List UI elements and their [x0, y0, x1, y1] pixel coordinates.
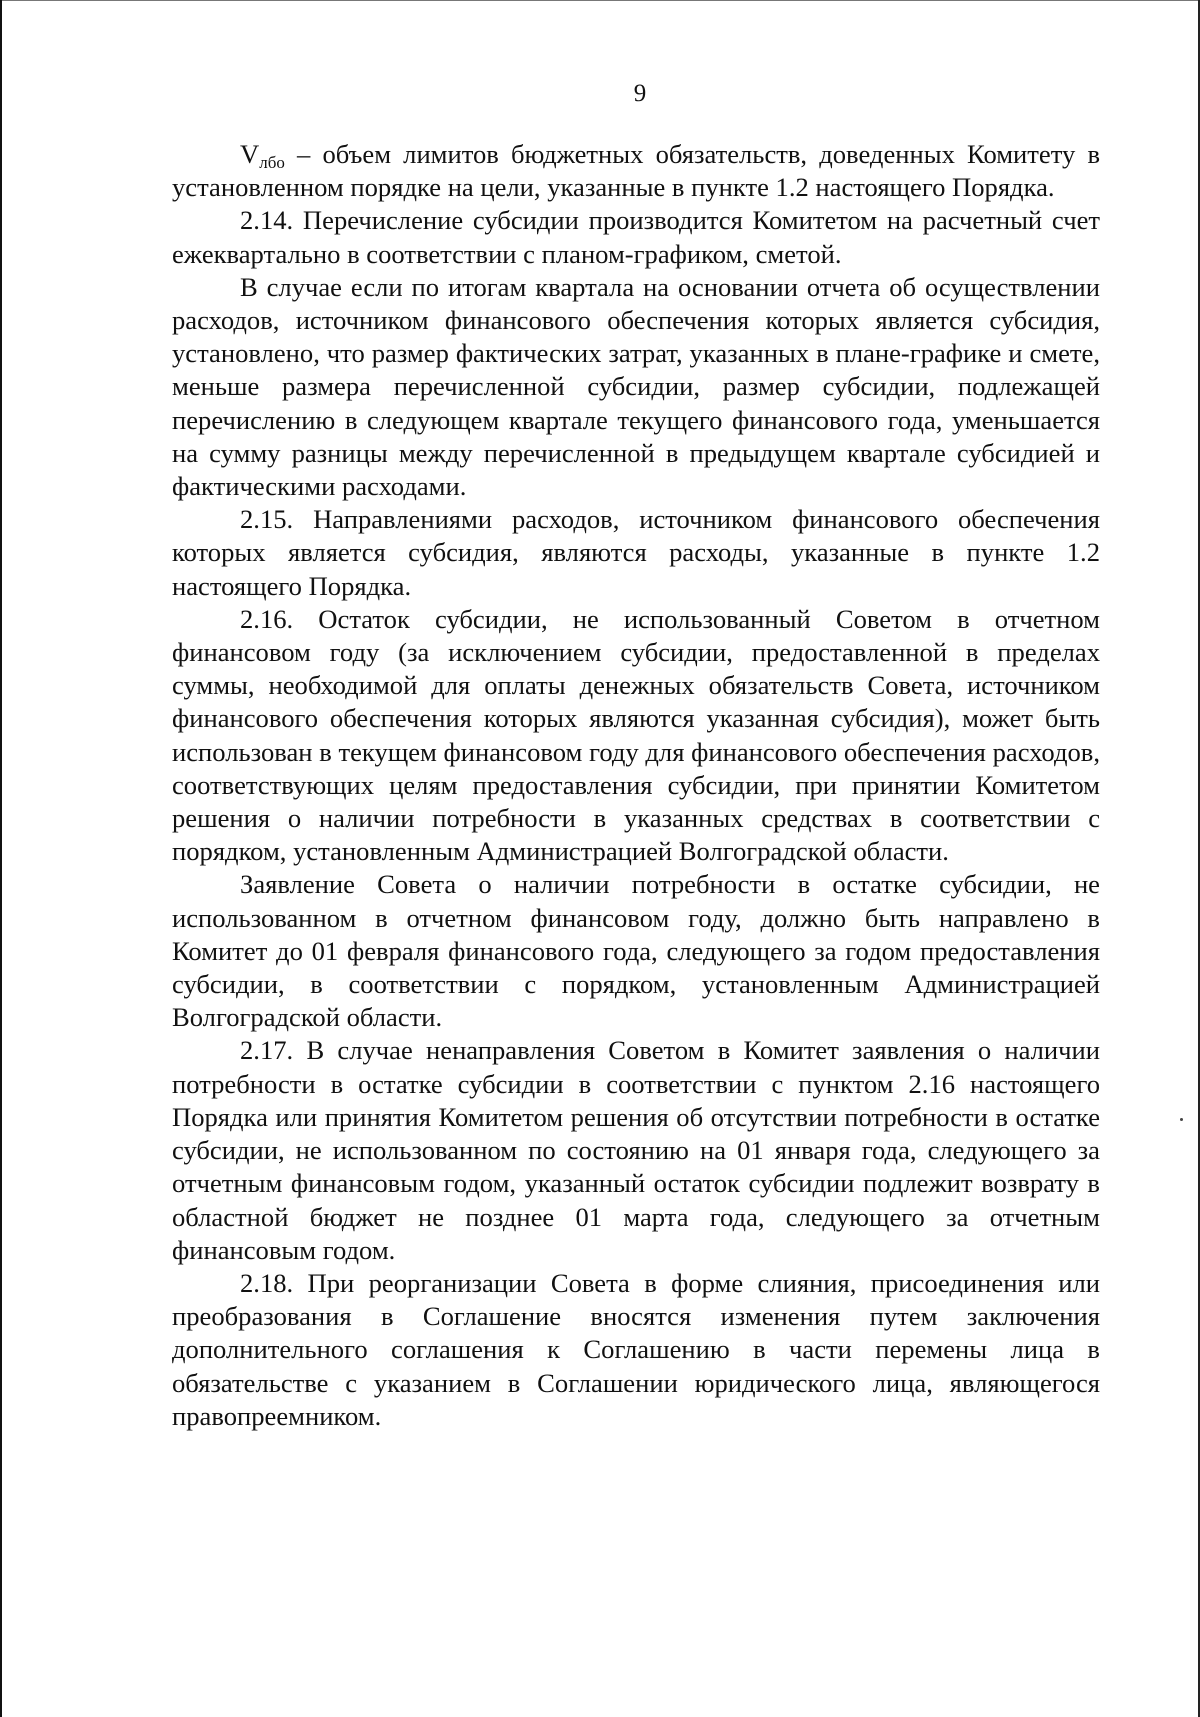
paragraph-2-17: 2.17. В случае ненаправления Советом в Комитет заявления о наличии потребности в остатке субсидии в соответствии с пунктом 2.16 настоящего Порядка или принятия Комитетом решения об отсутствии потребности в остатке субсидии, не использованном по состоянию на 01 января года, следующего за отчетным финансовым годом, указанный остаток субсидии подлежит возврату в областной бюджет не позднее 01 марта года, следующего за отчетным финансовым годом. — [172, 1035, 1100, 1265]
paragraph-2-14: 2.14. Перечисление субсидии производится Комитетом на расчетный счет ежеквартально в соответствии с планом-графиком, сметой. — [172, 205, 1100, 269]
paragraph-2-16-continuation: Заявление Совета о наличии потребности в остатке субсидии, не использованном в отчетном финансовом году, должно быть направлено в Комитет до 01 февраля финансового года, следующего за годом предоставления субсидии, в соответствии с порядком, установленным Администрацией Волгоградской области. — [172, 869, 1100, 1033]
scan-speck — [1180, 1118, 1183, 1121]
v-subscript: лбо — [259, 153, 285, 172]
scan-edge-top — [0, 0, 1200, 1]
paragraph-2-15: 2.15. Направлениями расходов, источником финансового обеспечения которых является субсидия, являются расходы, указанные в пункте 1.2 настоящего Порядка. — [172, 504, 1100, 601]
paragraph-v-definition — [172, 138, 1100, 204]
document-body — [172, 138, 1100, 1433]
scan-edge-left — [0, 0, 2, 1717]
paragraph-2-14-continuation: В случае если по итогам квартала на основании отчета об осуществлении расходов, источником финансового обеспечения которых является субсидия, установлено, что размер фактических затрат, указанных в плане-графике и смете, меньше размера перечисленной субсидии, размер субсидии, подлежащей перечислению в следующем квартале текущего финансового года, уменьшается на сумму разницы между перечисленной в предыдущем квартале субсидией и фактическими расходами. — [172, 271, 1100, 502]
page-number: 9 — [633, 80, 647, 107]
v-symbol: V — [240, 139, 260, 169]
paragraph-2-18: 2.18. При реорганизации Совета в форме слияния, присоединения или преобразования в Соглашение вносятся изменения путем заключения дополнительного соглашения к Соглашению в части перемены лица в обязательстве с указанием в Соглашении юридического лица, являющегося правопреемником. — [172, 1267, 1100, 1431]
paragraph-2-16: 2.16. Остаток субсидии, не использованный Советом в отчетном финансовом году (за исключением субсидии, предоставленной в пределах суммы, необходимой для оплаты денежных обязательств Совета, источником финансового обеспечения которых являются указанная субсидия), может быть использован в текущем финансовом году для финансового обеспечения расходов, соответствующих целям предоставления субсидии, при принятии Комитетом решения о наличии потребности в указанных средствах в соответствии с порядком, установленным Администрацией Волгоградской области. — [172, 603, 1100, 867]
v-definition-text: – объем лимитов бюджетных обязательств, доведенных Комитету в установленном порядке на цели, указанные в пункте 1.2 настоящего Порядка. — [172, 139, 1100, 203]
